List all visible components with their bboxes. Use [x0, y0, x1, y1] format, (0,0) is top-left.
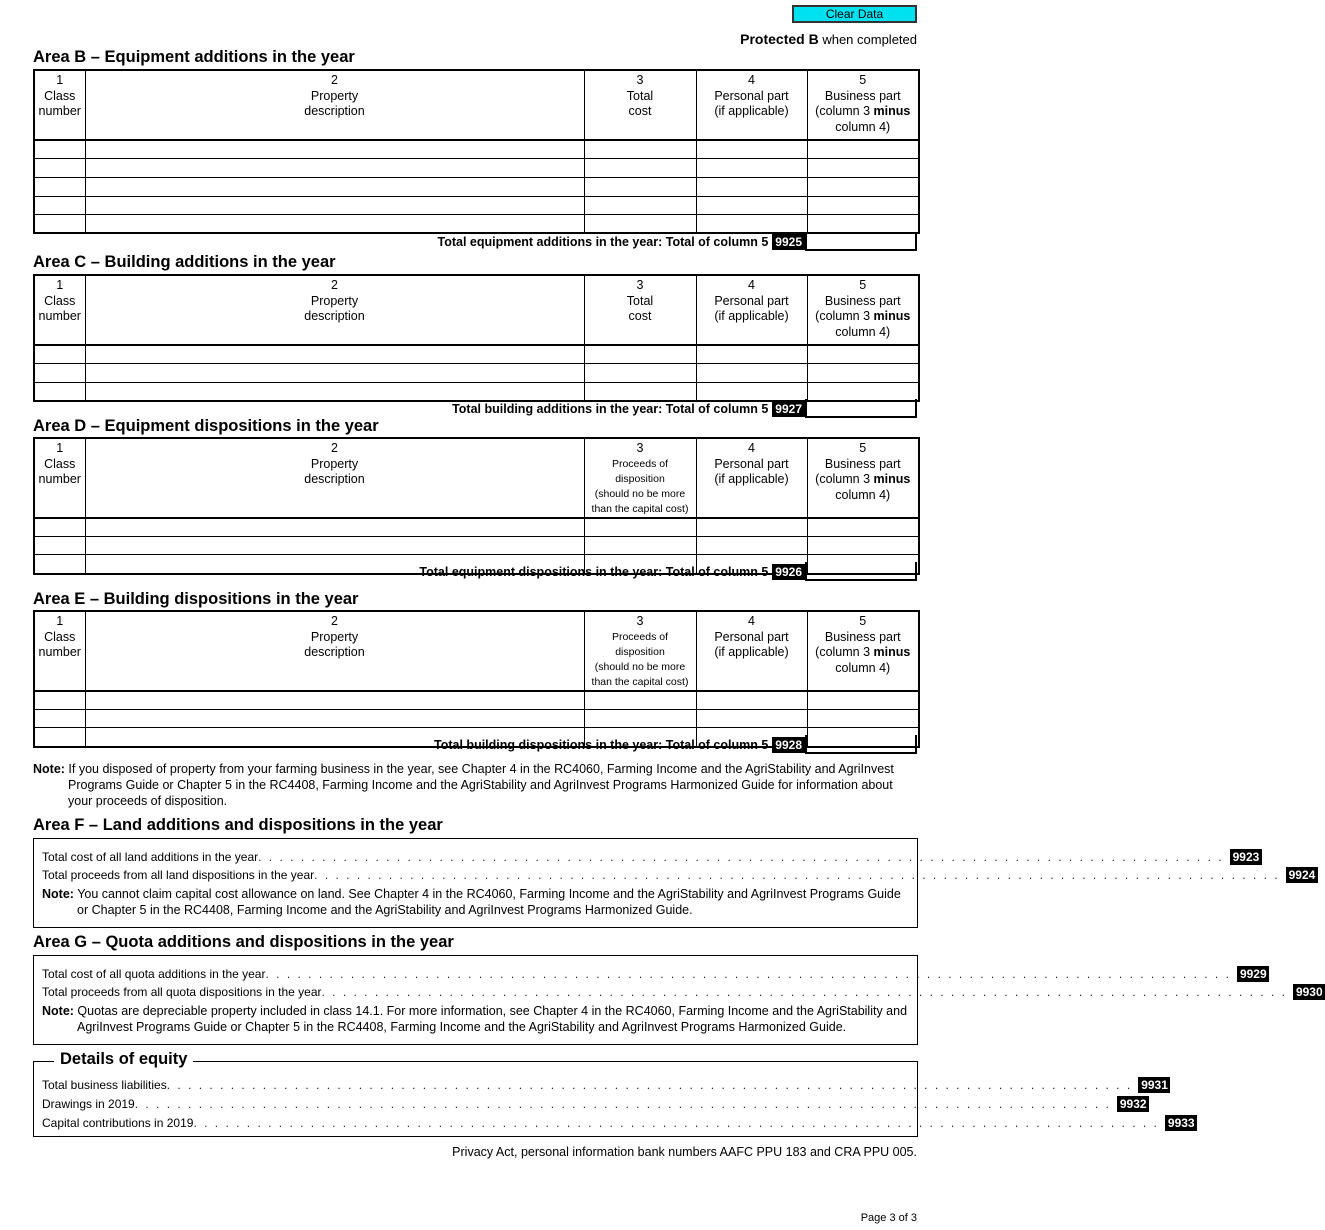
- entry-cell[interactable]: [34, 345, 85, 364]
- code-9923: 9923: [1230, 849, 1262, 865]
- business-liabilities-line: Total business liabilities . . . . . . . . . . . . . . . . . . . . . . . . . . . . . . . . . . . . . . . . . . . . . . . . . . . . . . . . . . . . . . . . . . . . . . . . . . . . . . . . . . . . . . . . . . . 9931: [42, 1076, 909, 1094]
- entry-cell[interactable]: [807, 536, 919, 555]
- area-f-note: Note: You cannot claim capital cost allowance on land. See Chapter 4 in the RC4060, Farming Income and the AgriStability and AgriInvest Programs Guide or Chapter 5 in the RC4408, Farming Income and the AgriStability and AgriInvest Programs Harmonized Guide.: [42, 887, 901, 917]
- entry-cell[interactable]: [584, 518, 696, 537]
- area-e-title: Area E – Building dispositions in the year: [33, 590, 359, 608]
- area-c-title: Area C – Building additions in the year: [33, 253, 336, 271]
- page-number: Page 3 of 3: [860, 1212, 917, 1224]
- code-9933: 9933: [1165, 1115, 1197, 1131]
- entry-cell[interactable]: [85, 364, 584, 383]
- equity-title: Details of equity: [54, 1050, 193, 1069]
- entry-cell[interactable]: [696, 215, 807, 234]
- area-g-panel: [33, 955, 1323, 1045]
- col-property-description: 2 Property description: [85, 70, 584, 140]
- table-row: [34, 345, 919, 364]
- area-d-total-field[interactable]: [805, 562, 917, 581]
- area-f-title: Area F – Land additions and dispositions in the year: [33, 816, 443, 834]
- entry-cell[interactable]: [584, 709, 696, 728]
- col-total-cost: 3 Total cost: [584, 275, 696, 345]
- land-additions-line: Total cost of all land additions in the year . . . . . . . . . . . . . . . . . . . . . . . . . . . . . . . . . . . . . . . . . . . . . . . . . . . . . . . . . . . . . . . . . . . . . . . . . . . . . . . . . . . . . . . . . . . 9923: [42, 848, 909, 866]
- table-row: [34, 159, 919, 178]
- entry-cell[interactable]: [85, 709, 584, 728]
- entry-cell[interactable]: [584, 364, 696, 383]
- entry-cell[interactable]: [807, 345, 919, 364]
- entry-cell[interactable]: [85, 215, 584, 234]
- table-row: [34, 140, 919, 159]
- entry-cell[interactable]: [584, 196, 696, 215]
- entry-cell[interactable]: [34, 518, 85, 537]
- area-c-total-row: [452, 399, 917, 418]
- entry-cell[interactable]: [34, 709, 85, 728]
- area-b-table: [33, 69, 920, 234]
- entry-cell[interactable]: [584, 345, 696, 364]
- area-e-total-field[interactable]: [805, 735, 917, 754]
- capital-contributions-line: Capital contributions in 2019 . . . . . . . . . . . . . . . . . . . . . . . . . . . . . . . . . . . . . . . . . . . . . . . . . . . . . . . . . . . . . . . . . . . . . . . . . . . . . . . . . . . . . . . . . . . 9933: [42, 1114, 909, 1132]
- code-9925: 9925: [772, 234, 805, 250]
- col-property-description: 2 Property description: [85, 611, 584, 691]
- entry-cell[interactable]: [85, 177, 584, 196]
- entry-cell[interactable]: [34, 691, 85, 710]
- area-b-total-row: [437, 232, 917, 251]
- entry-cell[interactable]: [807, 196, 919, 215]
- area-d-total-label: Total equipment dispositions in the year: Total of column 5: [419, 564, 769, 579]
- entry-cell[interactable]: [807, 177, 919, 196]
- entry-cell[interactable]: [34, 177, 85, 196]
- col-personal-part: 4 Personal part (if applicable): [696, 438, 807, 518]
- entry-cell[interactable]: [34, 140, 85, 159]
- entry-cell[interactable]: [34, 196, 85, 215]
- area-g-note: Note: Quotas are depreciable property included in class 14.1. For more information, see Chapter 4 in the RC4060, Farming Income and the AgriStability and AgriInvest Programs Guide or Chapter 5 in the RC4408, Farming Income and the AgriStability and AgriInvest Programs Harmonized Guide.: [42, 1004, 908, 1034]
- entry-cell[interactable]: [696, 364, 807, 383]
- entry-cell[interactable]: [85, 691, 584, 710]
- area-e-total-row: [434, 735, 917, 754]
- col-business-part: 5 Business part (column 3 minus column 4): [807, 275, 919, 345]
- entry-cell[interactable]: [696, 196, 807, 215]
- entry-cell[interactable]: [696, 177, 807, 196]
- entry-cell[interactable]: [85, 140, 584, 159]
- area-c-total-label: Total building additions in the year: Total of column 5: [452, 401, 769, 416]
- area-c-table: [33, 274, 920, 402]
- drawings-line: Drawings in 2019 . . . . . . . . . . . . . . . . . . . . . . . . . . . . . . . . . . . . . . . . . . . . . . . . . . . . . . . . . . . . . . . . . . . . . . . . . . . . . . . . . . . . . . . . . . . . 9932: [42, 1095, 909, 1113]
- entry-cell[interactable]: [696, 345, 807, 364]
- entry-cell[interactable]: [807, 215, 919, 234]
- entry-cell[interactable]: [696, 518, 807, 537]
- col-class-number: 1 Class number: [34, 275, 85, 345]
- area-b-total-field[interactable]: [805, 232, 917, 251]
- entry-cell[interactable]: [696, 159, 807, 178]
- entry-cell[interactable]: [85, 345, 584, 364]
- code-9927: 9927: [772, 401, 805, 417]
- entry-cell[interactable]: [34, 728, 85, 747]
- area-d-table: [33, 437, 920, 575]
- col-personal-part: 4 Personal part (if applicable): [696, 70, 807, 140]
- col-personal-part: 4 Personal part (if applicable): [696, 275, 807, 345]
- code-9930: 9930: [1293, 984, 1325, 1000]
- entry-cell[interactable]: [584, 140, 696, 159]
- col-total-cost: 3 Total cost: [584, 70, 696, 140]
- area-b-title: Area B – Equipment additions in the year: [33, 48, 355, 66]
- protected-b-label: Protected B when completed: [740, 31, 917, 47]
- quota-dispositions-line: Total proceeds from all quota dispositions in the year . . . . . . . . . . . . . . . . . . . . . . . . . . . . . . . . . . . . . . . . . . . . . . . . . . . . . . . . . . . . . . . . . . . . . . . . . . . . . . . . . . . . . . . . . . . 9930: [42, 983, 909, 1001]
- table-row: [34, 364, 919, 383]
- area-f-panel: [33, 838, 1316, 928]
- entry-cell[interactable]: [34, 215, 85, 234]
- area-e-table: [33, 610, 920, 748]
- area-g-title: Area G – Quota additions and dispositions in the year: [33, 933, 454, 951]
- code-9929: 9929: [1237, 966, 1269, 982]
- area-d-title: Area D – Equipment dispositions in the year: [33, 417, 379, 435]
- entry-cell[interactable]: [34, 555, 85, 574]
- entry-cell[interactable]: [807, 140, 919, 159]
- col-property-description: 2 Property description: [85, 438, 584, 518]
- entry-cell[interactable]: [807, 709, 919, 728]
- entry-cell[interactable]: [85, 518, 584, 537]
- col-proceeds-of-disposition: 3 Proceeds of disposition (should no be more than the capital cost): [584, 438, 696, 518]
- table-row: [34, 536, 919, 555]
- entry-cell[interactable]: [584, 691, 696, 710]
- entry-cell[interactable]: [34, 382, 85, 401]
- dispositions-note: Note: If you disposed of property from your farming business in the year, see Chapter 4 in the RC4060, Farming Income and the AgriStability and AgriInvest Programs Guide or Chapter 5 in the RC4408, Farming Income and the AgriStability and AgriInvest Programs Harmonized Guide for information about your proceeds of disposition.: [33, 762, 894, 808]
- entry-cell[interactable]: [85, 536, 584, 555]
- entry-cell[interactable]: [696, 709, 807, 728]
- table-row: [34, 177, 919, 196]
- table-row: [34, 196, 919, 215]
- area-b-total-label: Total equipment additions in the year: Total of column 5: [437, 234, 769, 249]
- col-class-number: 1 Class number: [34, 70, 85, 140]
- privacy-notice: Privacy Act, personal information bank numbers AAFC PPU 183 and CRA PPU 005.: [452, 1145, 917, 1159]
- col-business-part: 5 Business part (column 3 minus column 4): [807, 70, 919, 140]
- area-d-total-row: [419, 562, 917, 581]
- entry-cell[interactable]: [807, 159, 919, 178]
- entry-cell[interactable]: [85, 159, 584, 178]
- entry-cell[interactable]: [696, 691, 807, 710]
- code-9924: 9924: [1286, 867, 1318, 883]
- table-row: [34, 709, 919, 728]
- area-c-total-field[interactable]: [805, 399, 917, 418]
- entry-cell[interactable]: [807, 691, 919, 710]
- entry-cell[interactable]: [34, 159, 85, 178]
- table-row: [34, 215, 919, 234]
- entry-cell[interactable]: [807, 364, 919, 383]
- entry-cell[interactable]: [696, 140, 807, 159]
- entry-cell[interactable]: [85, 196, 584, 215]
- entry-cell[interactable]: [34, 364, 85, 383]
- col-business-part: 5 Business part (column 3 minus column 4): [807, 438, 919, 518]
- area-e-total-label: Total building dispositions in the year: Total of column 5: [434, 737, 769, 752]
- table-row: [34, 691, 919, 710]
- entry-cell[interactable]: [696, 536, 807, 555]
- entry-cell[interactable]: [584, 159, 696, 178]
- land-dispositions-line: Total proceeds from all land dispositions in the year . . . . . . . . . . . . . . . . . . . . . . . . . . . . . . . . . . . . . . . . . . . . . . . . . . . . . . . . . . . . . . . . . . . . . . . . . . . . . . . . . . . . . . . . . . . 9924: [42, 866, 909, 884]
- col-class-number: 1 Class number: [34, 611, 85, 691]
- code-9932: 9932: [1117, 1096, 1149, 1112]
- clear-data-button[interactable]: Clear Data: [792, 5, 917, 23]
- entry-cell[interactable]: [584, 215, 696, 234]
- entry-cell[interactable]: [34, 536, 85, 555]
- code-9931: 9931: [1138, 1077, 1170, 1093]
- table-row: [34, 518, 919, 537]
- col-property-description: 2 Property description: [85, 275, 584, 345]
- col-business-part: 5 Business part (column 3 minus column 4): [807, 611, 919, 691]
- entry-cell[interactable]: [584, 177, 696, 196]
- code-9928: 9928: [772, 737, 805, 753]
- entry-cell[interactable]: [584, 536, 696, 555]
- equity-panel: [33, 1050, 1195, 1137]
- quota-additions-line: Total cost of all quota additions in the year . . . . . . . . . . . . . . . . . . . . . . . . . . . . . . . . . . . . . . . . . . . . . . . . . . . . . . . . . . . . . . . . . . . . . . . . . . . . . . . . . . . . . . . . . . . 9929: [42, 965, 909, 983]
- entry-cell[interactable]: [807, 518, 919, 537]
- col-class-number: 1 Class number: [34, 438, 85, 518]
- code-9926: 9926: [772, 564, 805, 580]
- col-personal-part: 4 Personal part (if applicable): [696, 611, 807, 691]
- col-proceeds-of-disposition: 3 Proceeds of disposition (should no be more than the capital cost): [584, 611, 696, 691]
